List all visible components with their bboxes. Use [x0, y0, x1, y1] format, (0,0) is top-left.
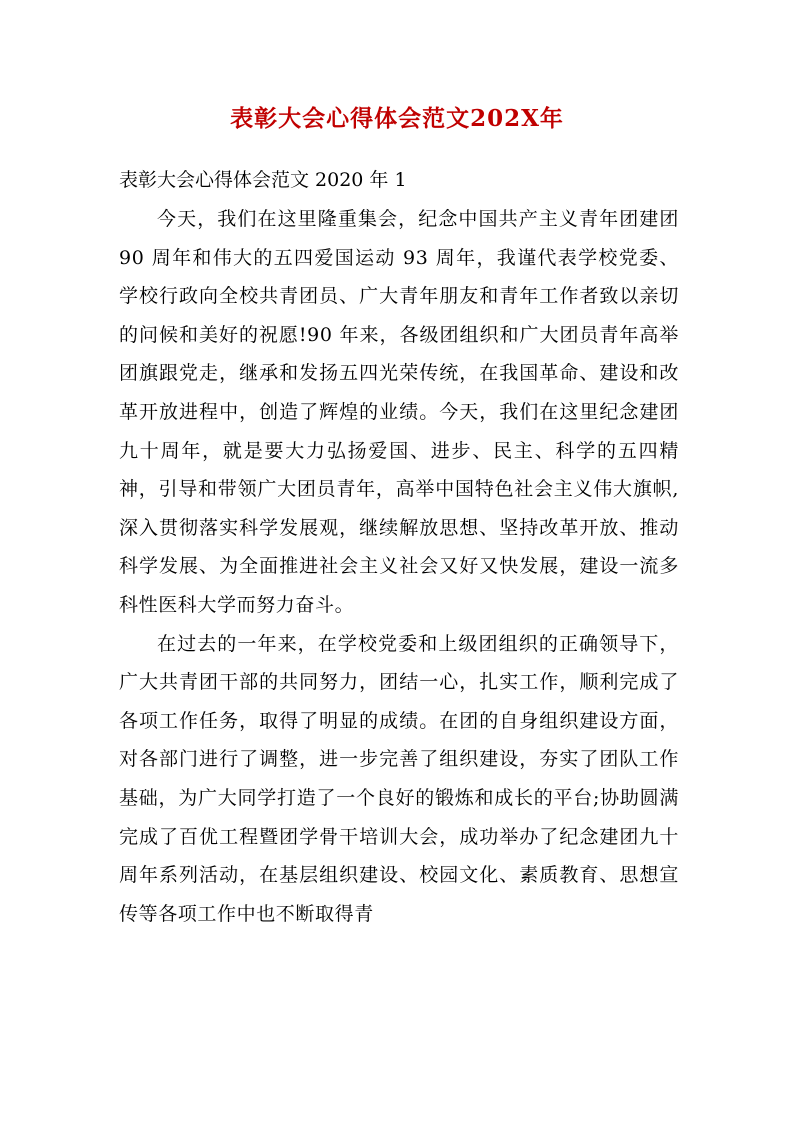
- document-body: [119, 200, 679, 933]
- paragraph-2: 在过去的一年来，在学校党委和上级团组织的正确领导下，广大共青团干部的共同努力，团结一心，扎实工作，顺利完成了各项工作任务，取得了明显的成绩。在团的自身组织建设方面，对各部门进行了调整，进一步完善了组织建设，夯实了团队工作基础，为广大同学打造了一个良好的锻炼和成长的平台;协助圆满完成了百优工程暨团学骨干培训大会，成功举办了纪念建团九十周年系列活动，在基层组织建设、校园文化、素质教育、思想宣传等各项工作中也不断取得青: [119, 632, 679, 925]
- paragraph-1: 今天，我们在这里隆重集会，纪念中国共产主义青年团建团 90 周年和伟大的五四爱国运动 93 周年，我谨代表学校党委、学校行政向全校共青团员、广大青年朋友和青年工作者致以亲切的问候和美好的祝愿!90 年来，各级团组织和广大团员青年高举团旗跟党走，继承和发扬五四光荣传统，在我国革命、建设和改革开放进程中，创造了辉煌的业绩。今天，我们在这里纪念建团九十周年，就是要大力弘扬爱国、进步、民主、科学的五四精神，引导和带领广大团员青年，高举中国特色社会主义伟大旗帜,深入贯彻落实科学发展观，继续解放思想、坚持改革开放、推动科学发展、为全面推进社会主义社会又好又快发展，建设一流多科性医科大学而努力奋斗。: [119, 208, 679, 616]
- document-subtitle: 表彰大会心得体会范文 2020 年 1: [119, 169, 407, 191]
- document-title: 表彰大会心得体会范文202X年: [230, 105, 564, 132]
